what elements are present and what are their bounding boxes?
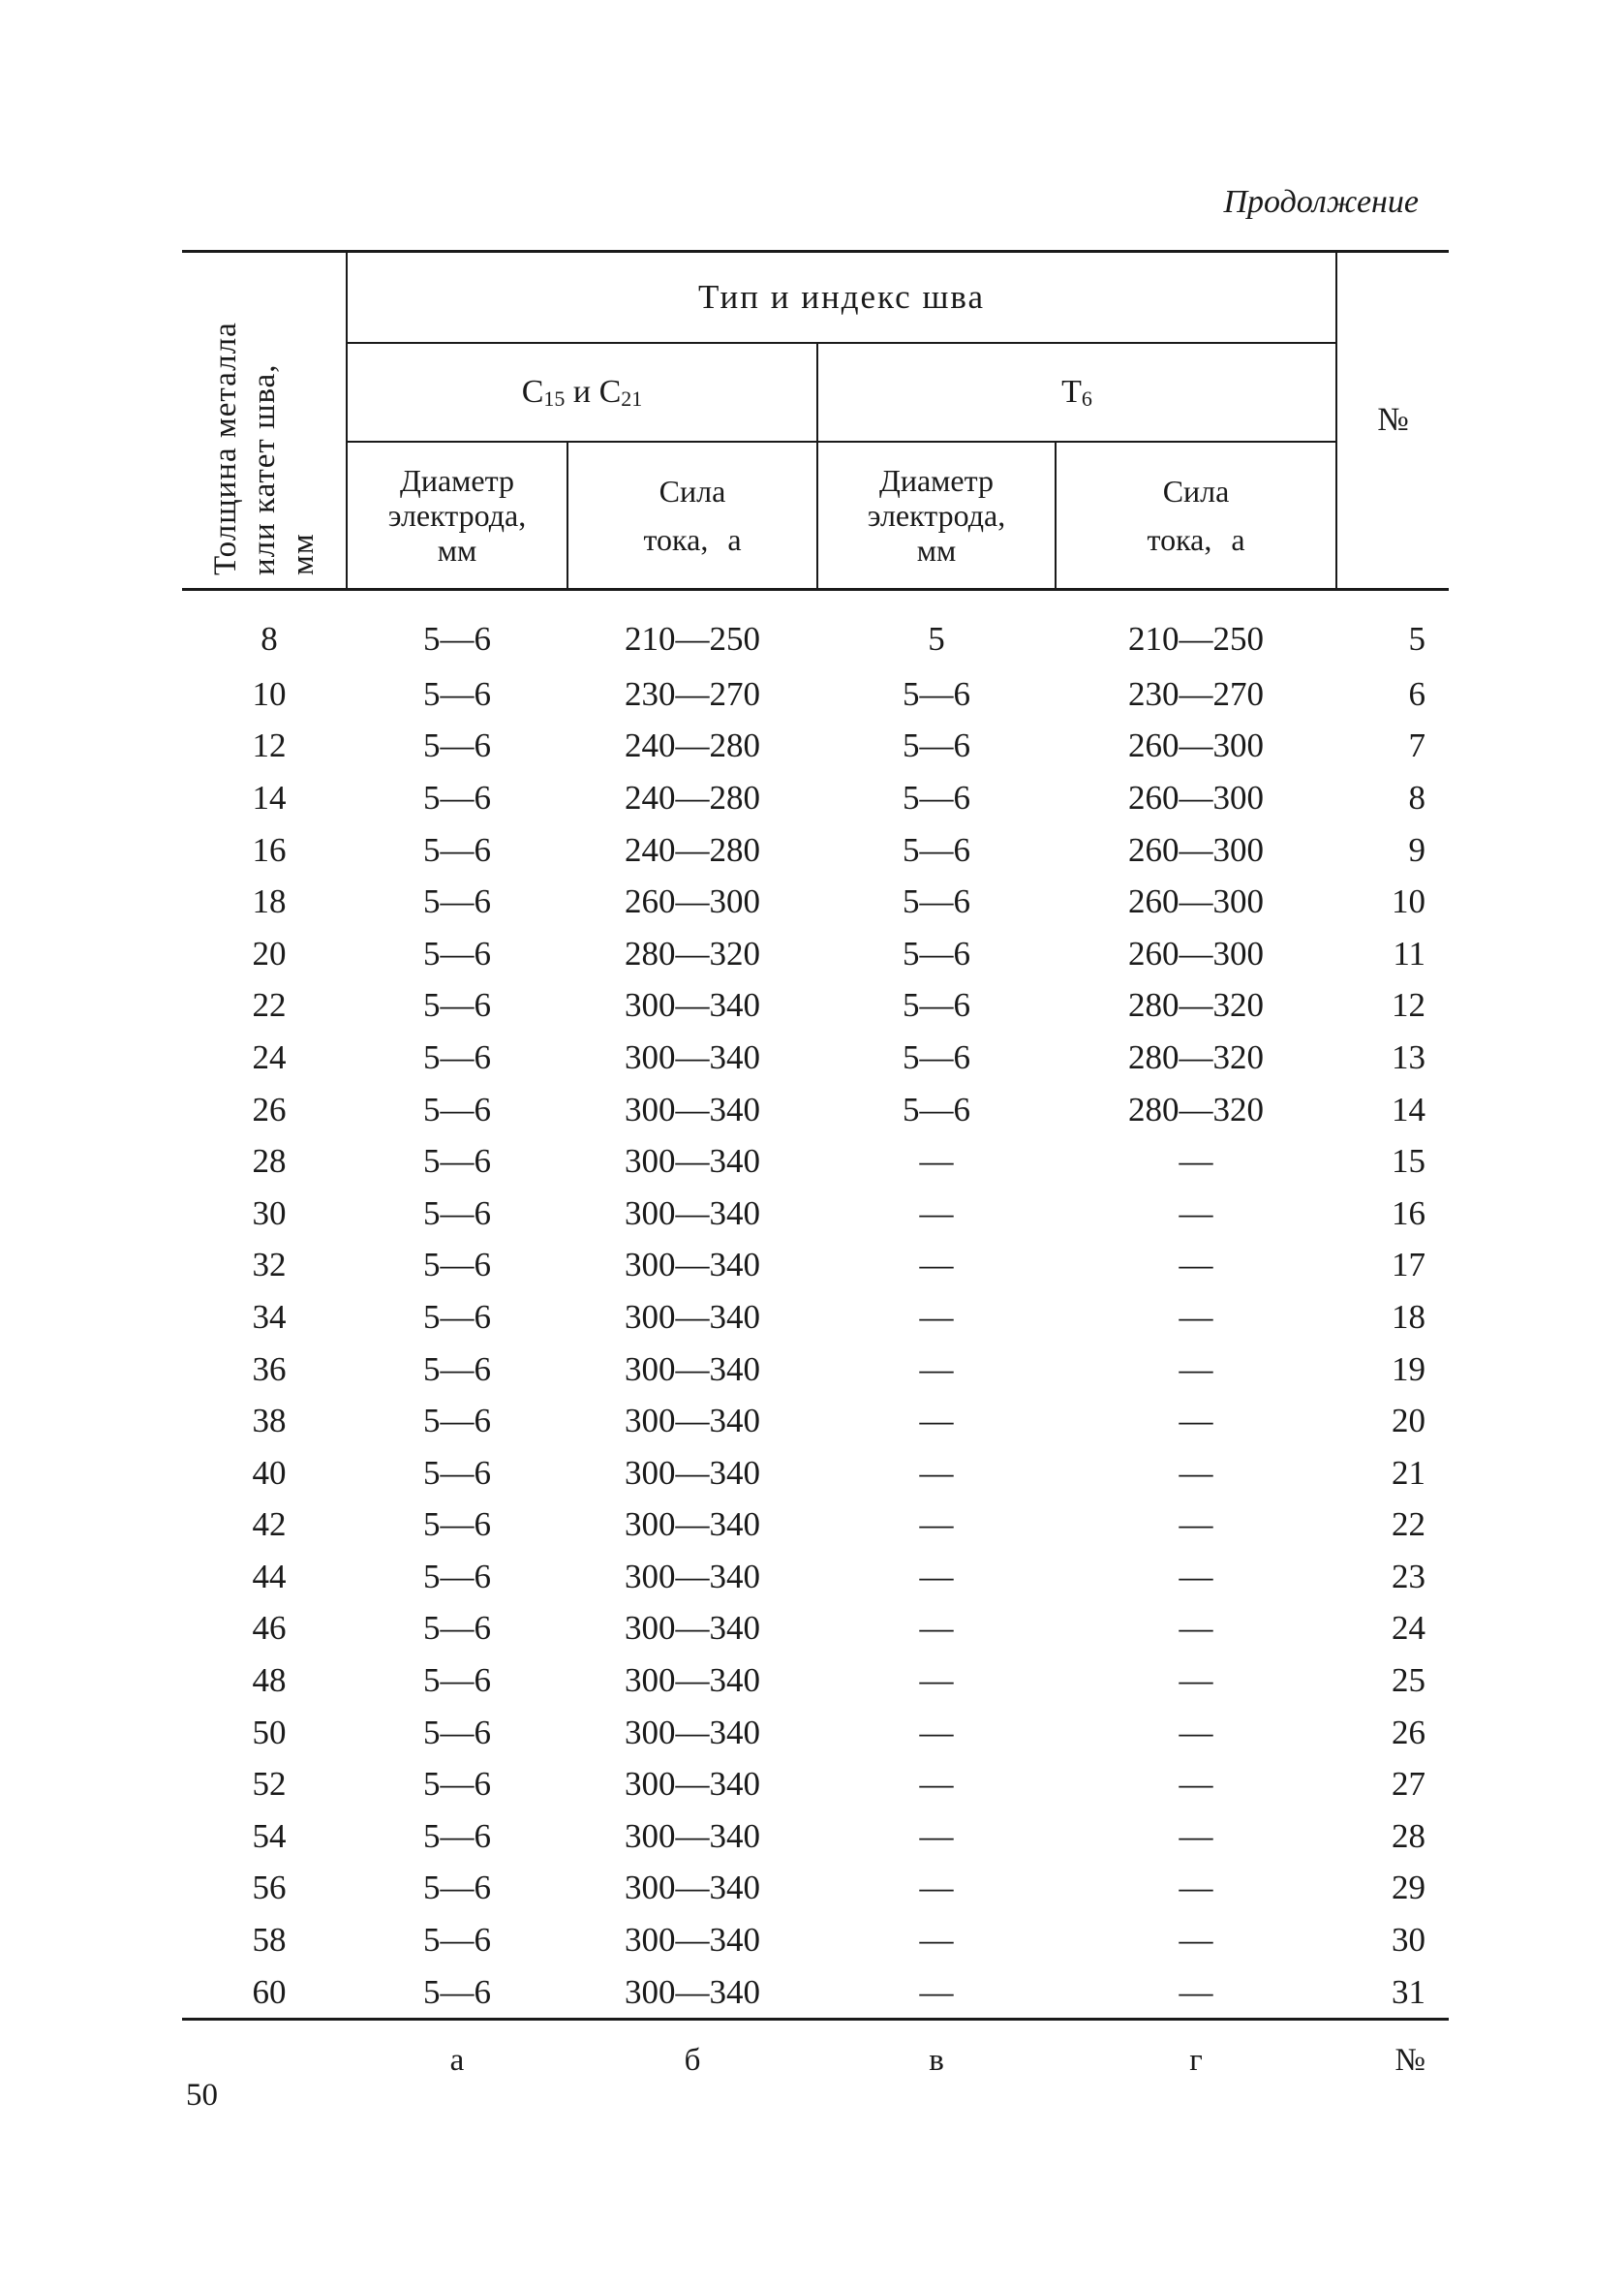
table-row xyxy=(182,1240,1449,1292)
cell-c-diameter: 5—6 xyxy=(423,1037,491,1076)
group1-mid: и С xyxy=(565,373,622,410)
cell-t-current: — xyxy=(1179,1972,1213,2011)
cell-c-current: 300—340 xyxy=(625,1816,760,1855)
thickness-header-line-1: Толщина металла xyxy=(207,322,243,575)
cell-t-current: — xyxy=(1179,1505,1213,1544)
cell-t-diameter: 5—6 xyxy=(903,830,970,869)
table-row xyxy=(182,1863,1449,1915)
cell-thickness: 42 xyxy=(252,1505,287,1544)
table-row xyxy=(182,1914,1449,1966)
cell-t-diameter: — xyxy=(919,1402,954,1440)
cell-c-diameter: 5—6 xyxy=(423,778,491,817)
t-current-line-1: Сила xyxy=(1162,474,1230,509)
table-row xyxy=(182,1084,1449,1136)
cell-c-current: 210—250 xyxy=(625,620,760,658)
cell-thickness: 34 xyxy=(252,1297,287,1336)
table-row xyxy=(182,1551,1449,1603)
cell-number: 18 xyxy=(1392,1297,1426,1336)
t-diameter-line-2: электрода, xyxy=(867,498,1006,533)
cell-thickness: 44 xyxy=(252,1557,287,1595)
cell-t-diameter: 5—6 xyxy=(903,674,970,713)
cell-t-diameter: — xyxy=(919,1142,954,1181)
cell-c-diameter: 5—6 xyxy=(423,830,491,869)
cell-thickness: 14 xyxy=(252,778,287,817)
cell-c-current: 300—340 xyxy=(625,1661,760,1700)
cell-t-diameter: — xyxy=(919,1246,954,1284)
cell-t-diameter: — xyxy=(919,1193,954,1232)
cell-c-diameter: 5—6 xyxy=(423,934,491,973)
cell-number: 20 xyxy=(1392,1402,1426,1440)
cell-thickness: 38 xyxy=(252,1402,287,1440)
cell-c-current: 300—340 xyxy=(625,1090,760,1128)
cell-thickness: 28 xyxy=(252,1142,287,1181)
cell-c-current: 300—340 xyxy=(625,1869,760,1907)
cell-t-diameter: 5 xyxy=(928,620,945,658)
group1-sub-b: 21 xyxy=(621,386,643,411)
cell-c-current: 230—270 xyxy=(625,674,760,713)
cell-thickness: 22 xyxy=(252,986,287,1025)
cell-c-diameter: 5—6 xyxy=(423,1453,491,1492)
cell-c-diameter: 5—6 xyxy=(423,882,491,921)
c-current-line-1: Сила xyxy=(659,474,726,509)
cell-c-diameter: 5—6 xyxy=(423,1402,491,1440)
cell-thickness: 30 xyxy=(252,1193,287,1232)
cell-number: 11 xyxy=(1393,934,1426,973)
cell-number: 27 xyxy=(1392,1765,1426,1804)
t-diameter-line-3: мм xyxy=(916,533,957,568)
seam-group-c15-c21 xyxy=(347,343,817,442)
cell-thickness: 8 xyxy=(260,620,278,658)
cell-t-current: — xyxy=(1179,1816,1213,1855)
cell-number: 10 xyxy=(1392,882,1426,921)
cell-number: 25 xyxy=(1392,1661,1426,1700)
cell-c-diameter: 5—6 xyxy=(423,1193,491,1232)
cell-t-current: 280—320 xyxy=(1128,1037,1265,1076)
cell-t-diameter: — xyxy=(919,1921,954,1960)
table-row xyxy=(182,980,1449,1033)
cell-c-diameter: 5—6 xyxy=(423,986,491,1025)
group1-prefix: С xyxy=(521,373,544,410)
thickness-header xyxy=(182,252,347,590)
cell-c-diameter: 5—6 xyxy=(423,1921,491,1960)
cell-number: 5 xyxy=(1408,620,1426,658)
cell-c-current: 300—340 xyxy=(625,1609,760,1648)
cell-c-current: 300—340 xyxy=(625,1349,760,1388)
footer-c-diameter: а xyxy=(347,2020,567,2080)
table-row xyxy=(182,1810,1449,1863)
cell-t-diameter: — xyxy=(919,1557,954,1595)
cell-t-current: — xyxy=(1179,1246,1213,1284)
cell-t-diameter: — xyxy=(919,1453,954,1492)
cell-c-current: 300—340 xyxy=(625,1972,760,2011)
cell-t-current: — xyxy=(1179,1609,1213,1648)
cell-t-current: — xyxy=(1179,1765,1213,1804)
cell-c-diameter: 5—6 xyxy=(423,1661,491,1700)
cell-thickness: 20 xyxy=(252,934,287,973)
cell-c-diameter: 5—6 xyxy=(423,1816,491,1855)
cell-c-current: 280—320 xyxy=(625,934,760,973)
cell-thickness: 52 xyxy=(252,1765,287,1804)
number-header: № xyxy=(1336,252,1449,590)
thickness-header-line-3: мм xyxy=(285,533,321,575)
cell-t-diameter: — xyxy=(919,1661,954,1700)
cell-c-diameter: 5—6 xyxy=(423,674,491,713)
cell-t-diameter: 5—6 xyxy=(903,1090,970,1128)
cell-t-diameter: 5—6 xyxy=(903,882,970,921)
cell-thickness: 48 xyxy=(252,1661,287,1700)
cell-c-current: 300—340 xyxy=(625,1557,760,1595)
cell-t-diameter: 5—6 xyxy=(903,726,970,765)
c-current-header xyxy=(567,442,817,590)
cell-thickness: 36 xyxy=(252,1349,287,1388)
cell-c-current: 300—340 xyxy=(625,1037,760,1076)
table-row xyxy=(182,1188,1449,1240)
cell-t-diameter: — xyxy=(919,1297,954,1336)
cell-number: 7 xyxy=(1408,726,1426,765)
cell-t-diameter: 5—6 xyxy=(903,934,970,973)
cell-c-diameter: 5—6 xyxy=(423,1090,491,1128)
table-row xyxy=(182,1603,1449,1655)
cell-number: 22 xyxy=(1392,1505,1426,1544)
t-current-header xyxy=(1056,442,1336,590)
cell-t-diameter: 5—6 xyxy=(903,778,970,817)
cell-thickness: 12 xyxy=(252,726,287,765)
seam-group-t6 xyxy=(817,343,1336,442)
cell-t-diameter: — xyxy=(919,1349,954,1388)
c-diameter-line-1: Диаметр xyxy=(400,463,514,498)
t-diameter-header xyxy=(817,442,1056,590)
cell-c-diameter: 5—6 xyxy=(423,620,491,658)
footer-t-current: г xyxy=(1056,2020,1336,2080)
cell-c-diameter: 5—6 xyxy=(423,1297,491,1336)
cell-c-current: 300—340 xyxy=(625,986,760,1025)
cell-t-current: 280—320 xyxy=(1128,1090,1265,1128)
cell-number: 16 xyxy=(1392,1193,1426,1232)
cell-number: 6 xyxy=(1408,674,1426,713)
footer-t-diameter: в xyxy=(817,2020,1056,2080)
cell-thickness: 56 xyxy=(252,1869,287,1907)
cell-thickness: 18 xyxy=(252,882,287,921)
cell-c-current: 300—340 xyxy=(625,1921,760,1960)
footer-c-current: б xyxy=(567,2020,817,2080)
cell-c-diameter: 5—6 xyxy=(423,1557,491,1595)
table-body xyxy=(182,590,1449,2020)
cell-t-current: 260—300 xyxy=(1128,778,1265,817)
table-row xyxy=(182,928,1449,980)
cell-thickness: 58 xyxy=(252,1921,287,1960)
cell-t-current: — xyxy=(1179,1713,1213,1751)
cell-t-diameter: — xyxy=(919,1972,954,2011)
cell-number: 9 xyxy=(1408,830,1426,869)
cell-t-current: 280—320 xyxy=(1128,986,1265,1025)
cell-t-diameter: 5—6 xyxy=(903,1037,970,1076)
footer-number: № xyxy=(1336,2020,1449,2080)
table-row xyxy=(182,876,1449,928)
cell-thickness: 24 xyxy=(252,1037,287,1076)
cell-c-current: 300—340 xyxy=(625,1765,760,1804)
cell-c-diameter: 5—6 xyxy=(423,726,491,765)
cell-t-current: — xyxy=(1179,1297,1213,1336)
cell-t-diameter: 5—6 xyxy=(903,986,970,1025)
cell-c-current: 300—340 xyxy=(625,1453,760,1492)
cell-c-current: 300—340 xyxy=(625,1713,760,1751)
cell-c-current: 300—340 xyxy=(625,1505,760,1544)
cell-c-current: 260—300 xyxy=(625,882,760,921)
footer-thickness xyxy=(182,2020,347,2080)
table-row xyxy=(182,824,1449,877)
cell-thickness: 16 xyxy=(252,830,287,869)
cell-c-diameter: 5—6 xyxy=(423,1972,491,2011)
footer-row xyxy=(182,2020,1449,2080)
cell-t-current: — xyxy=(1179,1193,1213,1232)
group2-sub: 6 xyxy=(1081,386,1092,411)
cell-number: 30 xyxy=(1392,1921,1426,1960)
cell-t-current: 260—300 xyxy=(1128,882,1265,921)
table-row xyxy=(182,772,1449,824)
cell-number: 26 xyxy=(1392,1713,1426,1751)
cell-c-current: 300—340 xyxy=(625,1297,760,1336)
seam-type-header: Тип и индекс шва xyxy=(347,252,1336,344)
table-row xyxy=(182,1395,1449,1447)
cell-thickness: 50 xyxy=(252,1713,287,1751)
cell-number: 29 xyxy=(1392,1869,1426,1907)
cell-thickness: 10 xyxy=(252,674,287,713)
cell-number: 21 xyxy=(1392,1453,1426,1492)
continuation-label: Продолжение xyxy=(1223,184,1419,220)
table-row xyxy=(182,1758,1449,1810)
cell-c-diameter: 5—6 xyxy=(423,1765,491,1804)
table-row xyxy=(182,1135,1449,1188)
cell-thickness: 46 xyxy=(252,1609,287,1648)
c-current-line-2: тока, а xyxy=(643,522,742,557)
table-row xyxy=(182,590,1449,669)
c-diameter-header xyxy=(347,442,567,590)
cell-number: 28 xyxy=(1392,1816,1426,1855)
cell-thickness: 26 xyxy=(252,1090,287,1128)
cell-c-diameter: 5—6 xyxy=(423,1349,491,1388)
group2-prefix: Т xyxy=(1061,373,1082,410)
table-row xyxy=(182,668,1449,721)
cell-t-diameter: — xyxy=(919,1869,954,1907)
cell-c-diameter: 5—6 xyxy=(423,1246,491,1284)
welding-table-container xyxy=(182,250,1449,2079)
cell-t-current: — xyxy=(1179,1921,1213,1960)
table-row xyxy=(182,1707,1449,1759)
cell-t-current: — xyxy=(1179,1453,1213,1492)
cell-t-current: — xyxy=(1179,1869,1213,1907)
welding-modes-table xyxy=(182,250,1449,2079)
cell-t-current: 260—300 xyxy=(1128,726,1265,765)
cell-thickness: 40 xyxy=(252,1453,287,1492)
c-diameter-line-2: электрода, xyxy=(387,498,527,533)
cell-c-diameter: 5—6 xyxy=(423,1505,491,1544)
cell-number: 12 xyxy=(1392,986,1426,1025)
cell-t-current: 230—270 xyxy=(1128,674,1265,713)
cell-t-current: 260—300 xyxy=(1128,934,1265,973)
cell-t-diameter: — xyxy=(919,1765,954,1804)
cell-c-current: 300—340 xyxy=(625,1402,760,1440)
cell-number: 13 xyxy=(1392,1037,1426,1076)
cell-thickness: 54 xyxy=(252,1816,287,1855)
table-row xyxy=(182,1032,1449,1084)
cell-c-diameter: 5—6 xyxy=(423,1713,491,1751)
cell-t-current: — xyxy=(1179,1402,1213,1440)
cell-number: 23 xyxy=(1392,1557,1426,1595)
cell-number: 19 xyxy=(1392,1349,1426,1388)
cell-c-current: 240—280 xyxy=(625,830,760,869)
cell-t-current: 260—300 xyxy=(1128,830,1265,869)
cell-number: 24 xyxy=(1392,1609,1426,1648)
table-row xyxy=(182,1966,1449,2020)
cell-t-diameter: — xyxy=(919,1713,954,1751)
t-current-line-2: тока, а xyxy=(1147,522,1245,557)
c-diameter-line-3: мм xyxy=(437,533,477,568)
cell-t-diameter: — xyxy=(919,1609,954,1648)
table-row xyxy=(182,721,1449,773)
cell-c-current: 240—280 xyxy=(625,726,760,765)
table-row xyxy=(182,1654,1449,1707)
cell-number: 31 xyxy=(1392,1972,1426,2011)
cell-c-diameter: 5—6 xyxy=(423,1142,491,1181)
cell-thickness: 32 xyxy=(252,1246,287,1284)
group1-sub-a: 15 xyxy=(543,386,566,411)
cell-t-current: — xyxy=(1179,1349,1213,1388)
cell-c-current: 300—340 xyxy=(625,1193,760,1232)
table-row xyxy=(182,1344,1449,1396)
cell-number: 14 xyxy=(1392,1090,1426,1128)
cell-c-current: 300—340 xyxy=(625,1142,760,1181)
cell-c-current: 300—340 xyxy=(625,1246,760,1284)
thickness-header-line-2: или катет шва, xyxy=(246,363,282,575)
cell-t-diameter: — xyxy=(919,1505,954,1544)
cell-t-current: 210—250 xyxy=(1128,620,1265,658)
cell-number: 15 xyxy=(1392,1142,1426,1181)
table-row xyxy=(182,1499,1449,1552)
cell-t-current: — xyxy=(1179,1661,1213,1700)
table-row xyxy=(182,1291,1449,1344)
cell-c-current: 240—280 xyxy=(625,778,760,817)
page-number: 50 xyxy=(186,2078,218,2113)
cell-t-current: — xyxy=(1179,1142,1213,1181)
cell-thickness: 60 xyxy=(252,1972,287,2011)
cell-c-diameter: 5—6 xyxy=(423,1609,491,1648)
cell-t-diameter: — xyxy=(919,1816,954,1855)
cell-number: 8 xyxy=(1408,778,1426,817)
cell-t-current: — xyxy=(1179,1557,1213,1595)
table-row xyxy=(182,1447,1449,1499)
t-diameter-line-1: Диаметр xyxy=(879,463,994,498)
cell-number: 17 xyxy=(1392,1246,1426,1284)
cell-c-diameter: 5—6 xyxy=(423,1869,491,1907)
